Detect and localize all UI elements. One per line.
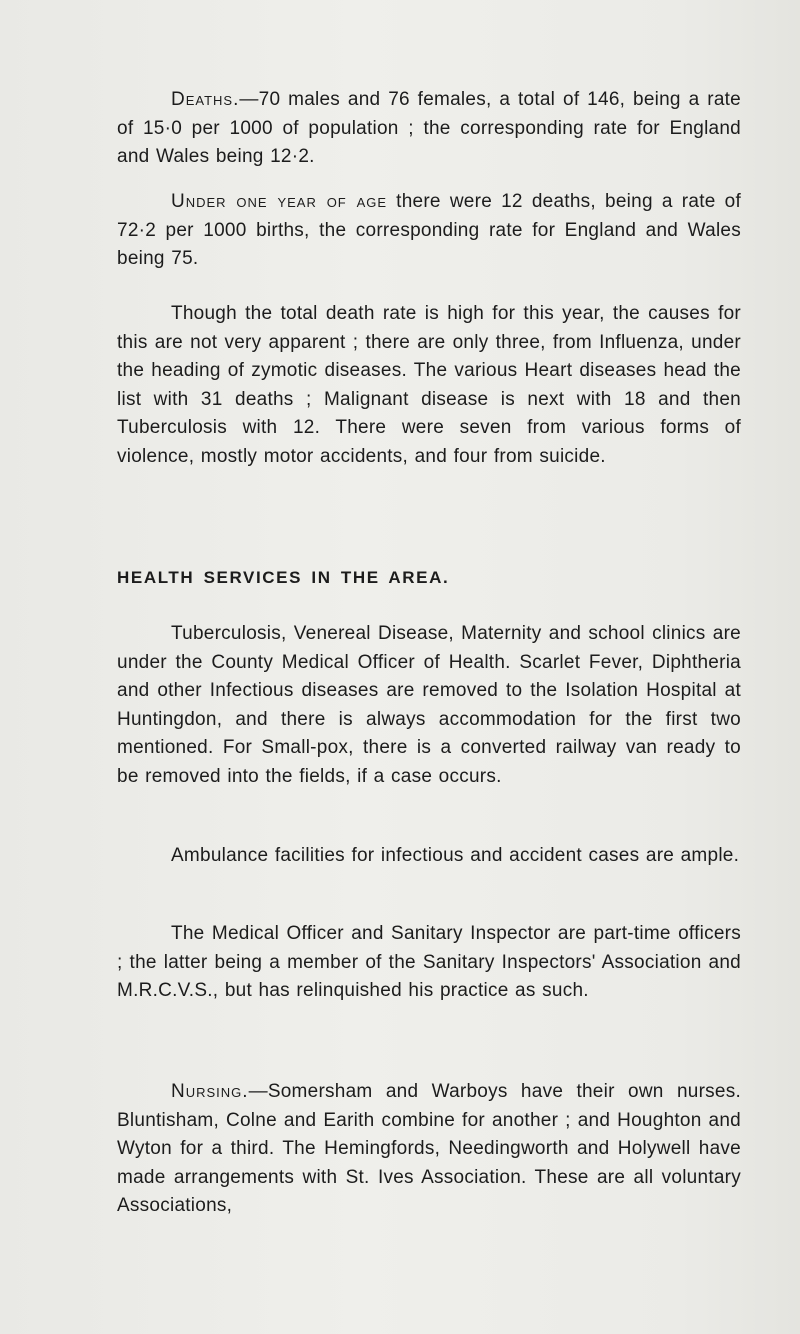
death-rate-text: Though the total death rate is high for this year, the causes for this are not very apparent ; there are only three, from Influenza, under the heading of zymotic diseases. The various Heart diseases head the list with 31 deaths ; Malignant disease is next with 18 and then Tuberculosis with 12. There were seven from various forms of violence, mostly motor accidents, and four from suicide.: [117, 303, 741, 467]
clinics-paragraph: [117, 620, 741, 792]
officers-paragraph: [117, 920, 741, 1006]
death-rate-paragraph: [117, 300, 741, 472]
ambulance-paragraph: [117, 842, 741, 871]
section-heading: HEALTH SERVICES IN THE AREA.: [117, 568, 450, 587]
clinics-text: Tuberculosis, Venereal Disease, Maternity and school clinics are under the County Medical Officer of Health. Scarlet Fever, Diphtheria and other Infectious diseases are removed to the Isolation Hospital at Huntingdon, and there is always accommodation for the first two mentioned. For Small-pox, there is a converted railway van ready to be removed into the fields, if a case occurs.: [117, 623, 741, 787]
nursing-text: —Somersham and Warboys have their own nurses. Bluntisham, Colne and Earith combine for another ; and Houghton and Wyton for a third. The Hemingfords, Needingworth and Holywell have made arrangements with St. Ives Association. These are all voluntary Associations,: [117, 1081, 741, 1217]
infant-lead: Under one year of age: [171, 191, 388, 212]
deaths-lead: Deaths.: [171, 89, 240, 110]
infant-text: there were 12 deaths, being a rate of 72·2 per 1000 births, the corresponding rate for England and Wales being 75.: [117, 191, 741, 270]
officers-text: The Medical Officer and Sanitary Inspector are part-time officers ; the latter being a member of the Sanitary Inspectors' Association and M.R.C.V.S., but has relinquished his practice as such.: [117, 923, 741, 1002]
infant-deaths-paragraph: [117, 188, 741, 274]
ambulance-text: Ambulance facilities for infectious and accident cases are ample.: [171, 845, 740, 866]
deaths-paragraph: [117, 86, 741, 172]
nursing-paragraph: [117, 1078, 741, 1221]
nursing-lead: Nursing.: [171, 1081, 249, 1102]
deaths-text: —70 males and 76 females, a total of 146, being a rate of 15·0 per 1000 of population ; the corresponding rate for England and Wales being 12·2.: [117, 89, 741, 168]
